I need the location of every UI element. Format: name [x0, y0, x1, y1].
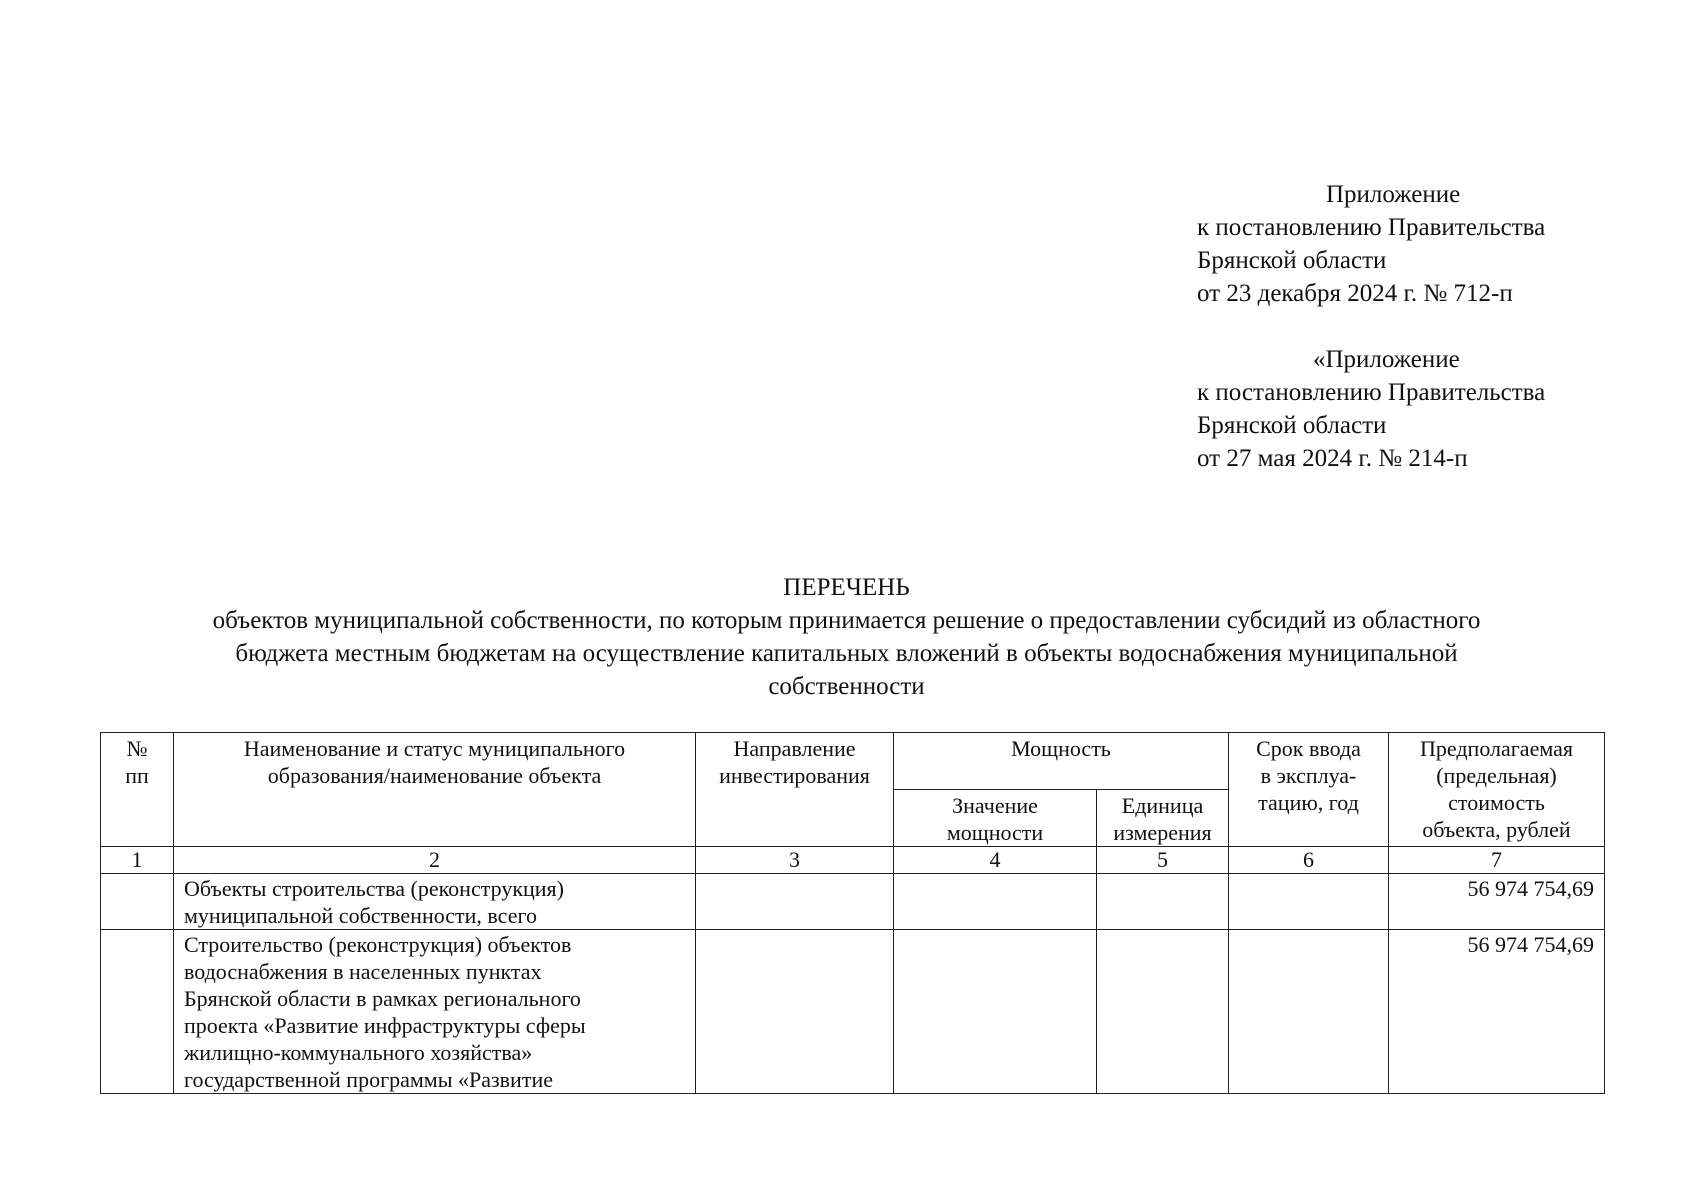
header-capacity-unit — [1097, 790, 1229, 847]
header-term-line: в эксплуа- — [1260, 763, 1357, 788]
row-capacity-unit — [1097, 930, 1229, 1094]
prior-appendix-title: «Приложение — [1313, 346, 1460, 373]
header-direction-line: инвестирования — [719, 763, 870, 788]
column-numbers-row — [101, 847, 1605, 874]
objects-table — [100, 732, 1605, 1094]
row-term — [1229, 874, 1389, 930]
row-cost: 56 974 754,69 — [1389, 874, 1605, 930]
row-num — [101, 874, 174, 930]
table-row — [101, 874, 1605, 930]
header-cost-line: (предельная) — [1436, 763, 1557, 788]
header-term-line: тацию, год — [1258, 790, 1359, 815]
column-number: 4 — [894, 847, 1097, 874]
header-capacity-unit-line: измерения — [1113, 820, 1212, 845]
column-number: 3 — [696, 847, 894, 874]
appendix-title: Приложение — [1326, 181, 1461, 208]
title-heading: ПЕРЕЧЕНЬ — [783, 574, 910, 601]
header-cost-line: объекта, рублей — [1422, 817, 1571, 842]
row-direction — [696, 874, 894, 930]
row-cost: 56 974 754,69 — [1389, 930, 1605, 1094]
appendix-line: Брянской области — [1197, 247, 1387, 274]
header-capacity-label: Мощность — [1011, 736, 1111, 761]
row-capacity-unit — [1097, 874, 1229, 930]
header-direction — [696, 733, 894, 847]
column-number: 2 — [174, 847, 696, 874]
header-term-line: Срок ввода — [1256, 736, 1361, 761]
prior-appendix-line: Брянской области — [1197, 412, 1387, 439]
header-capacity-value-line: мощности — [946, 820, 1044, 845]
header-cost-line: Предполагаемая — [1420, 736, 1573, 761]
row-direction — [696, 930, 894, 1094]
row-name-line: государственной программы «Развитие — [184, 1067, 553, 1092]
row-name-line: муниципальной собственности, всего — [184, 903, 537, 928]
row-capacity-value — [894, 874, 1097, 930]
appendix-line: к постановлению Правительства — [1197, 214, 1546, 241]
column-number: 1 — [101, 847, 174, 874]
header-term — [1229, 733, 1389, 847]
header-name-line: образования/наименование объекта — [267, 763, 602, 788]
header-name — [174, 733, 696, 847]
row-capacity-value — [894, 930, 1097, 1094]
row-name-line: Объекты строительства (реконструкция) — [184, 876, 564, 901]
row-num — [101, 930, 174, 1094]
column-number: 5 — [1097, 847, 1229, 874]
header-name-line: Наименование и статус муниципального — [243, 736, 626, 761]
title-line: собственности — [768, 673, 925, 700]
header-direction-line: Направление — [733, 736, 856, 761]
row-name-line: Брянской области в рамках регионального — [184, 986, 581, 1011]
row-name-line: проекта «Развитие инфраструктуры сферы — [184, 1013, 586, 1038]
header-capacity-value-line: Значение — [952, 793, 1038, 818]
row-name-line: водоснабжения в населенных пунктах — [184, 959, 542, 984]
header-capacity-unit-line: Единица — [1121, 793, 1204, 818]
row-name — [174, 930, 696, 1094]
row-term — [1229, 930, 1389, 1094]
header-num-line: пп — [125, 763, 149, 788]
header-cost-line: стоимость — [1448, 790, 1545, 815]
prior-appendix-line: к постановлению Правительства — [1197, 379, 1546, 406]
header-num-line: № — [126, 736, 148, 761]
prior-appendix-date: от 27 мая 2024 г. № 214-п — [1197, 445, 1468, 472]
row-name-line: жилищно-коммунального хозяйства» — [184, 1040, 533, 1065]
header-capacity — [894, 733, 1229, 790]
title-line: объектов муниципальной собственности, по которым принимается решение о предоставлении субсидий из областного — [212, 607, 1481, 634]
row-name — [174, 874, 696, 930]
column-number: 7 — [1389, 847, 1605, 874]
header-cost — [1389, 733, 1605, 847]
column-number: 6 — [1229, 847, 1389, 874]
title-line: бюджета местным бюджетам на осуществление капитальных вложений в объекты водоснабжения муниципальной — [235, 640, 1458, 667]
header-capacity-value — [894, 790, 1097, 847]
appendix-date: от 23 декабря 2024 г. № 712-п — [1197, 280, 1513, 307]
header-num — [101, 733, 174, 847]
table-row — [101, 930, 1605, 1094]
row-name-line: Строительство (реконструкция) объектов — [184, 932, 572, 957]
